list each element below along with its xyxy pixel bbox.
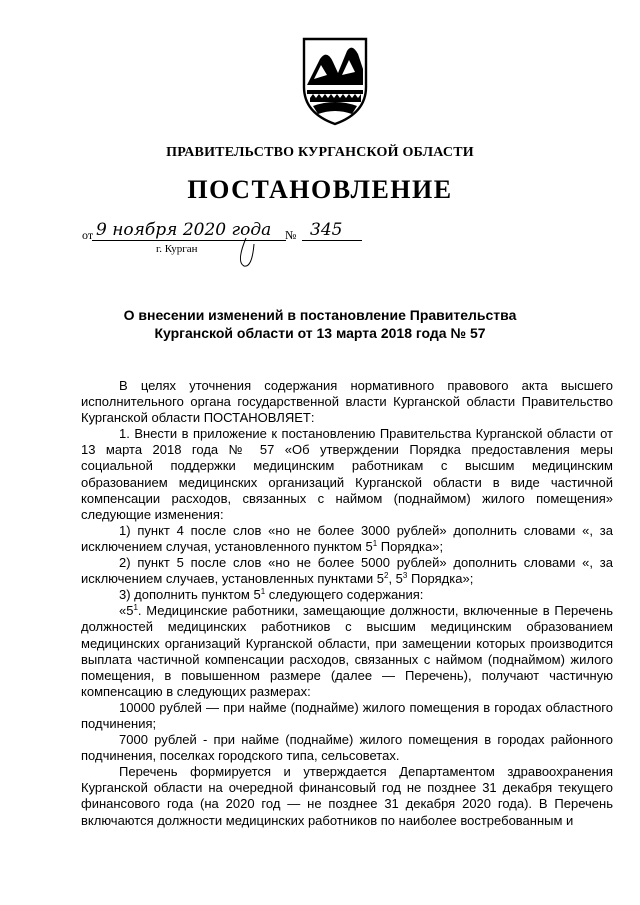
handwritten-number: 345 (302, 220, 362, 241)
date-prefix: от (82, 228, 94, 242)
paragraph-list-formation: Перечень формируется и утверждается Департаментом здравоохранения Курганской области на очередной финансовый год не позднее 31 декабря текущего финансового года (на 2020 год — не позднее 31 декабря 2020 года). В Перечень включаются должности медицинских работников по наиболее востребованным и (81, 764, 613, 828)
paragraph-rate-district: 7000 рублей - при найме (поднайме) жилого помещения в городах районного подчинения, поселках городского типа, сельсоветах. (81, 732, 613, 764)
paragraph-subitem-3: 3) дополнить пунктом $5^1$ следующего содержания: (119, 587, 424, 603)
city-name: г. Курган (156, 243, 198, 255)
heading-line-1: О внесении изменений в постановление Правительства (123, 307, 517, 323)
handwritten-date: 9 ноября 2020 года (92, 220, 286, 241)
document-heading (0, 306, 640, 342)
document-type: ПОСТАНОВЛЕНИЕ (187, 175, 453, 204)
kurgan-coat-of-arms-icon (300, 35, 370, 127)
dateline (82, 218, 362, 268)
paragraph-subitem-1: 1) пункт 4 после слов «но не более 3000 рублей» дополнить словами «, за исключением случая, установленного пунктом $5^1$ Порядка»; (81, 522, 613, 554)
paragraph-subitem-2: 2) пункт 5 после слов «но не более 5000 рублей» дополнить словами «, за исключением случаев, установленных пунктами $5^2$, $5^3$ Порядка»; (81, 555, 613, 587)
paragraph-preamble: В целях уточнения содержания нормативного правового акта высшего исполнительного органа государственной власти Курганской области Правительство Курганской области ПОСТАНОВЛЯЕТ: (81, 378, 613, 426)
number-sign: № (285, 228, 297, 242)
heading-line-2: Курганской области от 13 марта 2018 года № 57 (154, 325, 486, 341)
government-name: ПРАВИТЕЛЬСТВО КУРГАНСКОЙ ОБЛАСТИ (166, 145, 474, 160)
paragraph-new-clause: «$5^1$. Медицинские работники, замещающие должности, включенные в Перечень должностей медицинских работников с высшим медицинским образованием медицинских организаций Курганской области, при замещении которых производится выплата частичной компенсации расходов, связанных с наймом (поднаймом) жилого помещения, в повышенном размере (далее — Перечень), получают частичную компенсацию в следующих размерах: (81, 603, 613, 699)
handwriting-flourish-icon (232, 236, 272, 270)
paragraph-rate-regional: 10000 рублей — при найме (поднайме) жилого помещения в городах областного подчинения; (81, 699, 613, 731)
paragraph-item-1: 1. Внести в приложение к постановлению Правительства Курганской области от 13 марта 2018 года № 57 «Об утверждении Порядка предоставления меры социальной поддержки медицинским работникам с высшим медицинским образованием медицинских организаций Курганской области в виде частичной компенсации расходов, связанных с наймом (поднаймом) жилого помещения» следующие изменения: (81, 426, 613, 522)
document-body (81, 378, 613, 829)
